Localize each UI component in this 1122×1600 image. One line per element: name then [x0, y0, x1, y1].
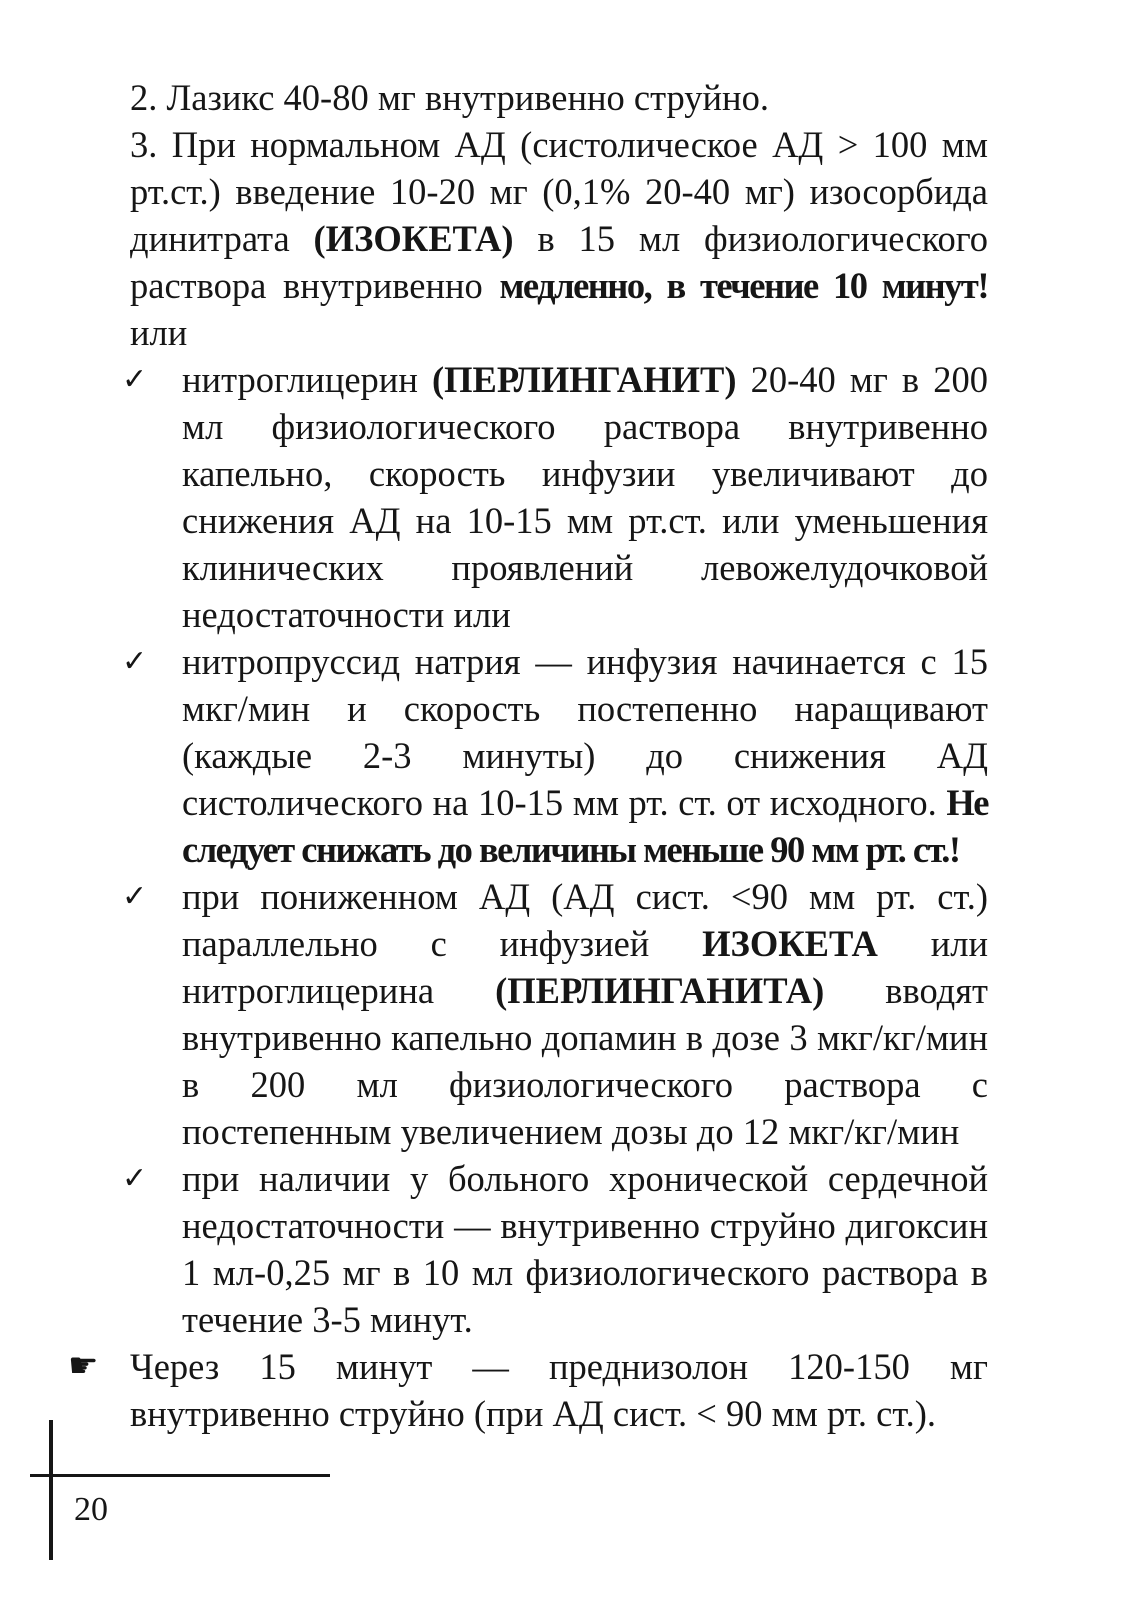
checkmark-icon: ✓ — [122, 879, 148, 914]
checkmark-icon: ✓ — [122, 1161, 148, 1196]
drug-name-bold: ИЗОКЕТА — [702, 923, 878, 964]
check-item-low-bp: ✓ при пониженном АД (АД сист. <90 мм рт. ст.) параллельно с инфузией ИЗОКЕТА или нитроглицерина (ПЕРЛИНГАНИТА) вводят внутривенно капельно допамин в дозе 3 мкг/кг/мин в 200 мл физиологического раствора с постепенным увеличением дозы до 12 мкг/кг/мин — [130, 873, 988, 1155]
drug-name-bold: (ПЕРЛИНГАНИТА) — [495, 970, 825, 1011]
drug-name-bold: (ИЗОКЕТА) — [313, 218, 514, 259]
page-corner-vertical-rule — [49, 1420, 53, 1560]
pointing-hand-icon: ☛ — [68, 1346, 99, 1386]
check-item-nitroprusside: ✓ нитропруссид натрия — инфузия начинается с 15 мкг/мин и скорость постепенно наращивают (каждые 2-3 минуты) до снижения АД систолического на 10-15 мм рт. ст. от исходного. Не следует снижать до величины меньше 90 мм рт. ст.! — [130, 638, 988, 873]
page-number: 20 — [74, 1491, 108, 1528]
pointer-item-prednisolone: ☛ Через 15 минут — преднизолон 120-150 мг внутривенно струйно (при АД сист. < 90 мм рт. ст.). — [130, 1343, 988, 1437]
checkmark-icon: ✓ — [122, 362, 148, 397]
body-text — [68, 74, 989, 1437]
warning-bold: Не следует снижать до величины меньше 90 мм рт. ст.! — [182, 782, 988, 870]
page-corner-horizontal-rule — [30, 1474, 330, 1477]
drug-name-bold: (ПЕРЛИНГАНИТ) — [431, 359, 737, 400]
warning-bold: медленно, в течение 10 минут! — [499, 265, 988, 306]
paragraph-normal-bp: 3. При нормальном АД (систолическое АД > 100 мм рт.ст.) введение 10-20 мг (0,1% 20-40 мг) изосорбида динитрата (ИЗОКЕТА) в 15 мл физиологического раствора внутривенно медленно, в течение 10 минут! или — [130, 124, 989, 353]
check-item-digoxin: ✓ при наличии у больного хронической сердечной недостаточности — внутривенно струйно дигоксин 1 мл-0,25 мг в 10 мл физиологического раствора в течение 3-5 минут. — [130, 1155, 988, 1343]
check-item-nitroglycerin: ✓ нитроглицерин (ПЕРЛИНГАНИТ) 20-40 мг в 200 мл физиологического раствора внутривенно капельно, скорость инфузии увеличивают до снижения АД на 10-15 мм рт.ст. или уменьшения клинических проявлений левожелудочковой недостаточности или — [130, 356, 988, 638]
checkmark-icon: ✓ — [122, 644, 148, 679]
paragraph-lasix: 2. Лазикс 40-80 мг внутривенно струйно. — [130, 77, 769, 118]
